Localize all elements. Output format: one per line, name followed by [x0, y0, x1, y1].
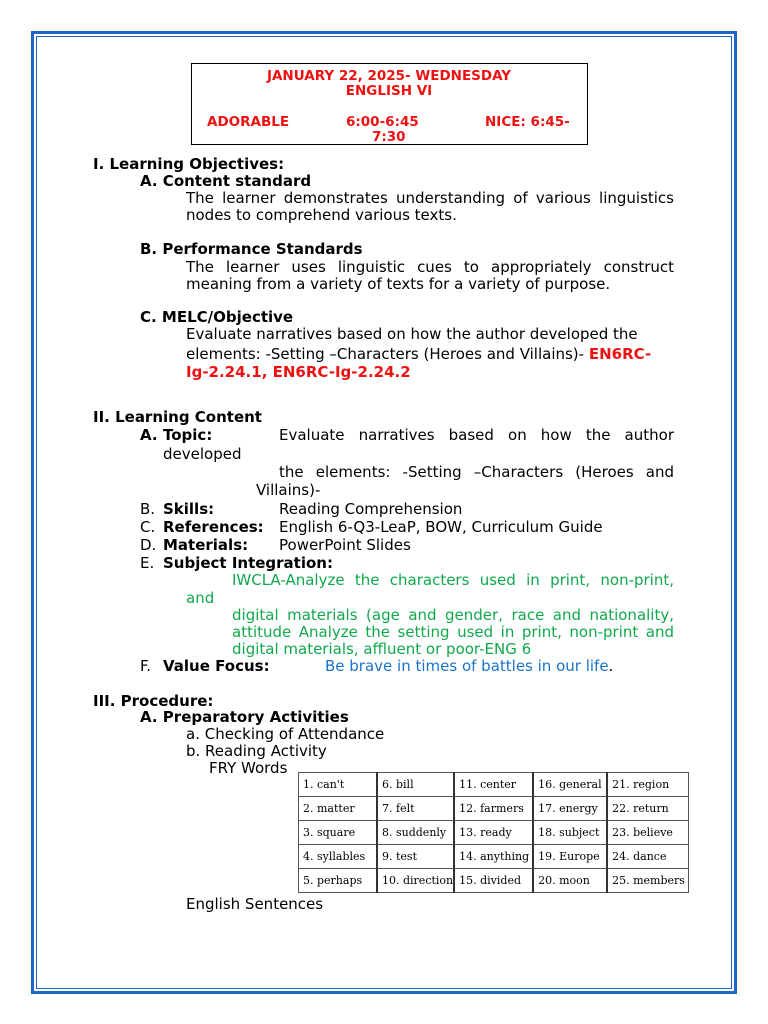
- fry-word-cell: 19. Europe: [533, 845, 607, 869]
- fry-word-cell: 11. center: [454, 773, 533, 797]
- melc-line1: Evaluate narratives based on how the author developed the: [186, 325, 638, 343]
- materials-letter: D.: [140, 536, 157, 554]
- fry-word-cell: 8. suddenly: [377, 821, 454, 845]
- integration-line1: IWCLA-Analyze the characters used in print, non-print,: [232, 571, 674, 589]
- fry-word-cell: 7. felt: [377, 797, 454, 821]
- preparatory-activities-title: A. Preparatory Activities: [140, 708, 349, 726]
- references-label: References:: [163, 518, 264, 536]
- references-value: English 6-Q3-LeaP, BOW, Curriculum Guide: [279, 518, 603, 536]
- content-heading: II. Learning Content: [93, 408, 262, 426]
- fry-word-cell: 13. ready: [454, 821, 533, 845]
- integration-line2: digital materials (age and gender, race and nationality,: [232, 606, 674, 624]
- melc-line2-text: elements: -Setting –Characters (Heroes and Villains)-: [186, 345, 585, 363]
- header-time-adorable-end: 7:30: [372, 129, 406, 145]
- materials-label: Materials:: [163, 536, 249, 554]
- fry-word-cell: 2. matter: [299, 797, 378, 821]
- fry-word-cell: 25. members: [607, 869, 689, 893]
- fry-word-cell: 3. square: [299, 821, 378, 845]
- melc-code1: EN6RC-: [588, 345, 652, 363]
- fry-word-cell: 9. test: [377, 845, 454, 869]
- content-standard-title: A. Content standard: [140, 172, 312, 190]
- reading-activity: b. Reading Activity: [186, 742, 327, 760]
- checking-attendance: a. Checking of Attendance: [186, 725, 385, 743]
- skills-label: Skills:: [163, 500, 215, 518]
- skills-value: Reading Comprehension: [279, 500, 463, 518]
- materials-value: PowerPoint Slides: [279, 536, 411, 554]
- performance-standards-title: B. Performance Standards: [140, 240, 363, 258]
- integration-label: Subject Integration:: [163, 554, 333, 572]
- content-standard-line1: The learner demonstrates understanding of various linguistics: [186, 189, 674, 207]
- value-focus-period: .: [608, 657, 614, 675]
- topic-line2: the elements: -Setting –Characters (Heroes and: [279, 463, 674, 481]
- topic-line1b: developed: [163, 445, 242, 463]
- header-section-adorable: ADORABLE: [207, 114, 290, 130]
- fry-word-cell: 1. can't: [299, 773, 378, 797]
- integration-letter: E.: [140, 554, 155, 572]
- melc-line2: [186, 345, 651, 363]
- melc-title: C. MELC/Objective: [140, 308, 294, 326]
- fry-word-cell: 22. return: [607, 797, 689, 821]
- fry-table-row: [299, 773, 689, 797]
- fry-word-cell: 12. farmers: [454, 797, 533, 821]
- fry-word-cell: 4. syllables: [299, 845, 378, 869]
- content-standard-line2: nodes to comprehend various texts.: [186, 206, 457, 224]
- references-letter: C.: [140, 518, 156, 536]
- integration-line3: attitude Analyze the setting used in print, non-print and: [232, 623, 674, 641]
- header-section-nice: NICE: 6:45-: [485, 114, 570, 130]
- fry-word-cell: 5. perhaps: [299, 869, 378, 893]
- english-sentences-label: English Sentences: [186, 895, 324, 913]
- fry-word-cell: 10. direction: [377, 869, 454, 893]
- header-subject: ENGLISH VI: [345, 83, 433, 99]
- header-date: JANUARY 22, 2025- WEDNESDAY: [266, 68, 512, 84]
- fry-table-row: [299, 845, 689, 869]
- fry-word-cell: 16. general: [533, 773, 607, 797]
- schedule-header-box: [191, 63, 588, 145]
- header-time-adorable: 6:00-6:45: [346, 114, 419, 130]
- performance-line2: meaning from a variety of texts for a variety of purpose.: [186, 275, 611, 293]
- value-focus-text: Be brave in times of battles in our life: [325, 657, 609, 675]
- performance-line1: The learner uses linguistic cues to appropriately construct: [186, 258, 674, 276]
- topic-line1: Evaluate narratives based on how the author: [279, 426, 674, 444]
- value-letter: F.: [140, 657, 151, 675]
- fry-word-cell: 14. anything: [454, 845, 533, 869]
- fry-word-cell: 15. divided: [454, 869, 533, 893]
- fry-word-cell: 17. energy: [533, 797, 607, 821]
- fry-table-row: [299, 797, 689, 821]
- value-label: Value Focus:: [163, 657, 270, 675]
- integration-line1b: and: [186, 589, 215, 607]
- fry-word-cell: 20. moon: [533, 869, 607, 893]
- objectives-heading: I. Learning Objectives:: [93, 155, 285, 173]
- fry-word-cell: 23. believe: [607, 821, 689, 845]
- fry-words-label: FRY Words: [209, 759, 288, 777]
- fry-word-cell: 6. bill: [377, 773, 454, 797]
- procedure-heading: III. Procedure:: [93, 692, 214, 710]
- fry-word-cell: 24. dance: [607, 845, 689, 869]
- fry-table-row: [299, 821, 689, 845]
- melc-code2: Ig-2.24.1, EN6RC-Ig-2.24.2: [186, 363, 411, 381]
- topic-letter: A.: [140, 426, 158, 444]
- topic-label: Topic:: [163, 426, 213, 444]
- integration-line4: digital materials, affluent or poor-ENG 6: [232, 640, 532, 658]
- fry-word-cell: 21. region: [607, 773, 689, 797]
- fry-table-row: [299, 869, 689, 893]
- fry-words-table: [298, 772, 689, 893]
- fry-word-cell: 18. subject: [533, 821, 607, 845]
- topic-line3: Villains)-: [256, 481, 321, 499]
- skills-letter: B.: [140, 500, 156, 518]
- value-focus: [325, 657, 613, 675]
